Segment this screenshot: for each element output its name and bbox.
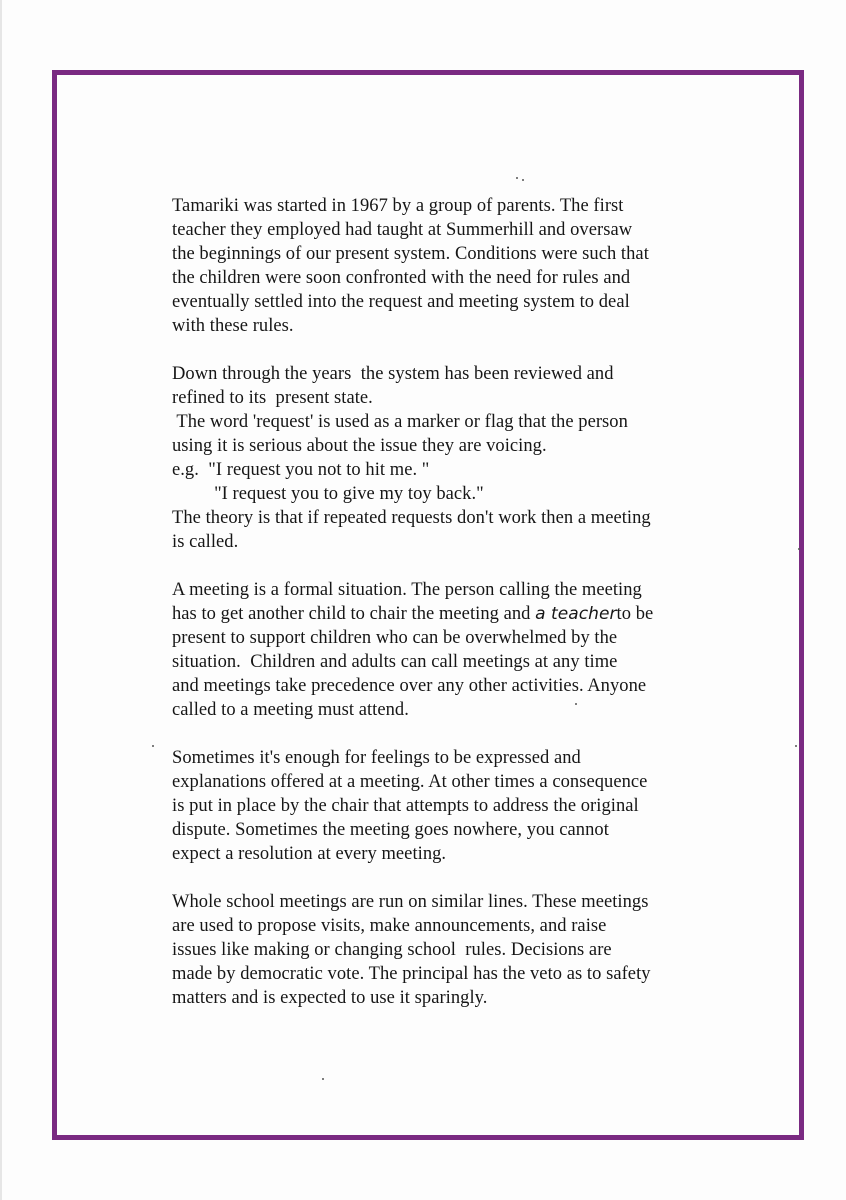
scan-edge bbox=[0, 0, 2, 1200]
paragraph-gap bbox=[172, 866, 732, 890]
paragraph-gap bbox=[172, 338, 732, 362]
text-line: are used to propose visits, make announcements, and raise bbox=[172, 916, 607, 936]
text-line: The word 'request' is used as a marker or flag that the person bbox=[172, 412, 628, 432]
text-fragment: has to get another child to chair the meeting and bbox=[172, 604, 536, 624]
text-line: eventually settled into the request and meeting system to deal bbox=[172, 292, 630, 312]
paragraph-outcomes bbox=[172, 746, 732, 866]
scan-speck bbox=[322, 1078, 324, 1080]
scan-speck bbox=[152, 745, 154, 747]
text-line: e.g. "I request you not to hit me. " bbox=[172, 460, 430, 480]
text-line: present to support children who can be overwhelmed by the bbox=[172, 628, 618, 648]
text-line: and meetings take precedence over any other activities. Anyone bbox=[172, 676, 647, 696]
text-line: dispute. Sometimes the meeting goes nowhere, you cannot bbox=[172, 820, 609, 840]
text-line: Whole school meetings are run on similar lines. These meetings bbox=[172, 892, 649, 912]
text-line: Tamariki was started in 1967 by a group of parents. The first bbox=[172, 196, 624, 216]
paragraph-whole-school bbox=[172, 890, 732, 1010]
text-line: Down through the years the system has been reviewed and bbox=[172, 364, 614, 384]
text-line: using it is serious about the issue they are voicing. bbox=[172, 436, 547, 456]
scan-speck bbox=[795, 745, 797, 747]
text-line: called to a meeting must attend. bbox=[172, 700, 409, 720]
paragraph-meeting bbox=[172, 578, 732, 722]
handwritten-annotation: a teacher bbox=[535, 604, 617, 624]
text-line: issues like making or changing school rules. Decisions are bbox=[172, 940, 612, 960]
paragraph-history bbox=[172, 194, 732, 338]
text-line: with these rules. bbox=[172, 316, 294, 336]
text-line: A meeting is a formal situation. The person calling the meeting bbox=[172, 580, 642, 600]
text-line: is put in place by the chair that attempts to address the original bbox=[172, 796, 639, 816]
text-line: expect a resolution at every meeting. bbox=[172, 844, 447, 864]
text-line: refined to its present state. bbox=[172, 388, 373, 408]
document-body bbox=[172, 194, 732, 1010]
text-line: explanations offered at a meeting. At other times a consequence bbox=[172, 772, 648, 792]
text-line: the beginnings of our present system. Conditions were such that bbox=[172, 244, 649, 264]
text-line: Sometimes it's enough for feelings to be expressed and bbox=[172, 748, 581, 768]
text-line-handwritten-insert bbox=[172, 602, 732, 626]
text-line: the children were soon confronted with the need for rules and bbox=[172, 268, 631, 288]
text-line: teacher they employed had taught at Summerhill and oversaw bbox=[172, 220, 633, 240]
text-line: situation. Children and adults can call meetings at any time bbox=[172, 652, 618, 672]
scan-speck bbox=[798, 548, 800, 550]
scan-speck bbox=[800, 378, 802, 380]
scan-speck bbox=[522, 179, 524, 181]
text-line: matters and is expected to use it sparingly. bbox=[172, 988, 488, 1008]
paragraph-gap bbox=[172, 722, 732, 746]
text-line: "I request you to give my toy back." bbox=[172, 484, 484, 504]
paragraph-request bbox=[172, 362, 732, 554]
text-fragment: to be bbox=[616, 604, 654, 624]
paragraph-gap bbox=[172, 554, 732, 578]
text-line: is called. bbox=[172, 532, 239, 552]
text-line: made by democratic vote. The principal has the veto as to safety bbox=[172, 964, 651, 984]
text-line: The theory is that if repeated requests don't work then a meeting bbox=[172, 508, 651, 528]
scan-speck bbox=[516, 177, 518, 179]
